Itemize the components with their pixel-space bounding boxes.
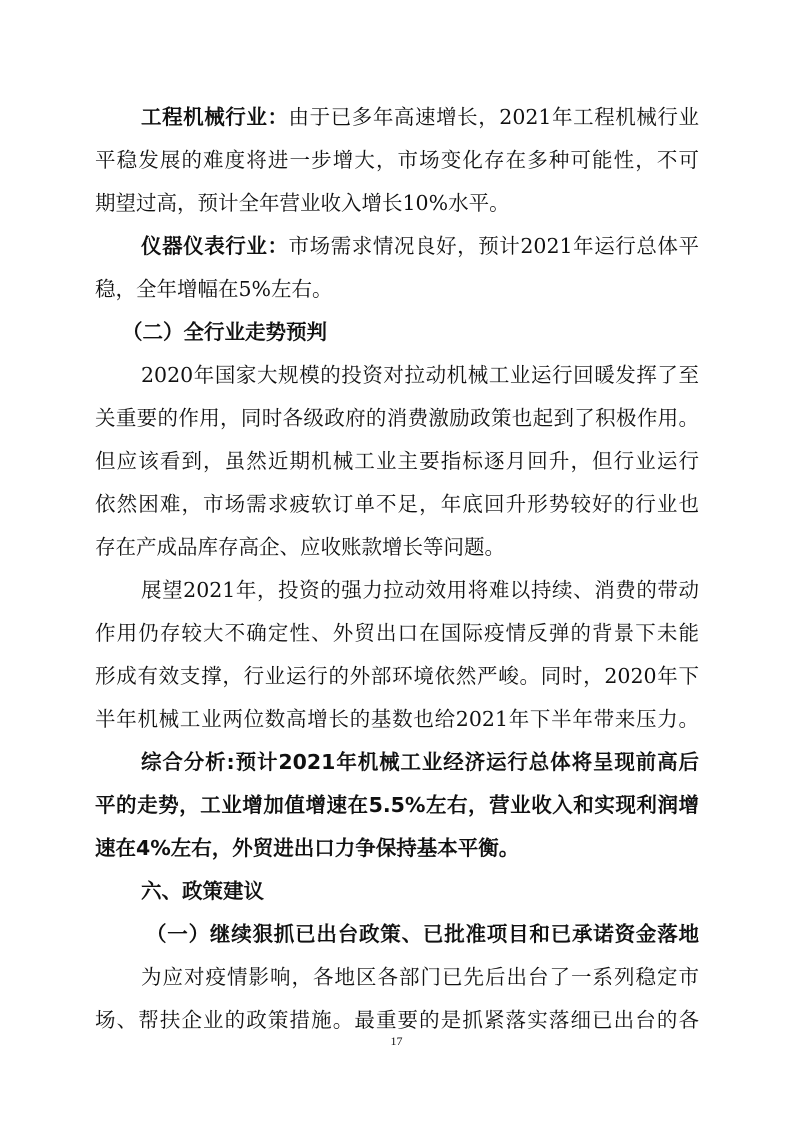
paragraph-response-line-1: 为应对疫情影响，各地区各部门已先后出台了一系列稳定市 (141, 965, 699, 989)
paragraph-summary-line-2: 平的走势，工业增加值增速在5.5%左右，营业收入和实现利润增 (95, 793, 699, 817)
paragraph-engineering-machinery-line-2: 平稳发展的难度将进一步增大，市场变化存在多种可能性，不可 (95, 148, 699, 172)
page-number: 17 (390, 1034, 403, 1048)
paragraph-outlook-line-1: 展望2021年，投资的强力拉动效用将难以持续、消费的带动 (141, 578, 699, 602)
paragraph-engineering-machinery-line-3: 期望过高，预计全年营业收入增长10%水平。 (95, 191, 510, 215)
paragraph-summary-line-1: 综合分析:预计2021年机械工业经济运行总体将呈现前高后 (141, 750, 699, 774)
paragraph-2020-line-4: 依然困难，市场需求疲软订单不足，年底回升形势较好的行业也 (95, 492, 699, 516)
paragraph-summary-line-3: 速在4%左右，外贸进出口力争保持基本平衡。 (95, 836, 520, 860)
paragraph-instruments-line-2: 稳，全年增幅在5%左右。 (95, 277, 333, 301)
paragraph-outlook-line-3: 形成有效支撑，行业运行的外部环境依然严峻。同时，2020年下 (95, 664, 699, 688)
paragraph-2020-line-2: 关重要的作用，同时各级政府的消费激励政策也起到了积极作用。 (95, 406, 699, 430)
heading-policy-suggestions: 六、政策建议 (141, 879, 264, 903)
engineering-machinery-label: 工程机械行业： (141, 105, 289, 129)
paragraph-2020-line-5: 存在产成品库存高企、应收账款增长等问题。 (95, 535, 505, 559)
instruments-label: 仪器仪表行业： (141, 234, 289, 258)
heading-implement-policies: （一）继续狠抓已出台政策、已批准项目和已承诺资金落地 (146, 922, 699, 946)
paragraph-2020-line-3: 但应该看到，虽然近期机械工业主要指标逐月回升，但行业运行 (95, 449, 699, 473)
paragraph-outlook-line-4: 半年机械工业两位数高增长的基数也给2021年下半年带来压力。 (95, 707, 699, 731)
paragraph-engineering-machinery-line-1: 工程机械行业：由于已多年高速增长，2021年工程机械行业 (141, 105, 700, 129)
paragraph-2020-line-1: 2020年国家大规模的投资对拉动机械工业运行回暖发挥了至 (141, 363, 699, 387)
paragraph-response-line-2: 场、帮扶企业的政策措施。最重要的是抓紧落实落细已出台的各 (95, 1008, 699, 1032)
heading-industry-trend: （二）全行业走势预判 (122, 320, 327, 344)
paragraph-outlook-line-2: 作用仍存较大不确定性、外贸出口在国际疫情反弹的背景下未能 (95, 621, 699, 645)
paragraph-instruments-line-1: 仪器仪表行业：市场需求情况良好，预计2021年运行总体平 (141, 234, 700, 258)
